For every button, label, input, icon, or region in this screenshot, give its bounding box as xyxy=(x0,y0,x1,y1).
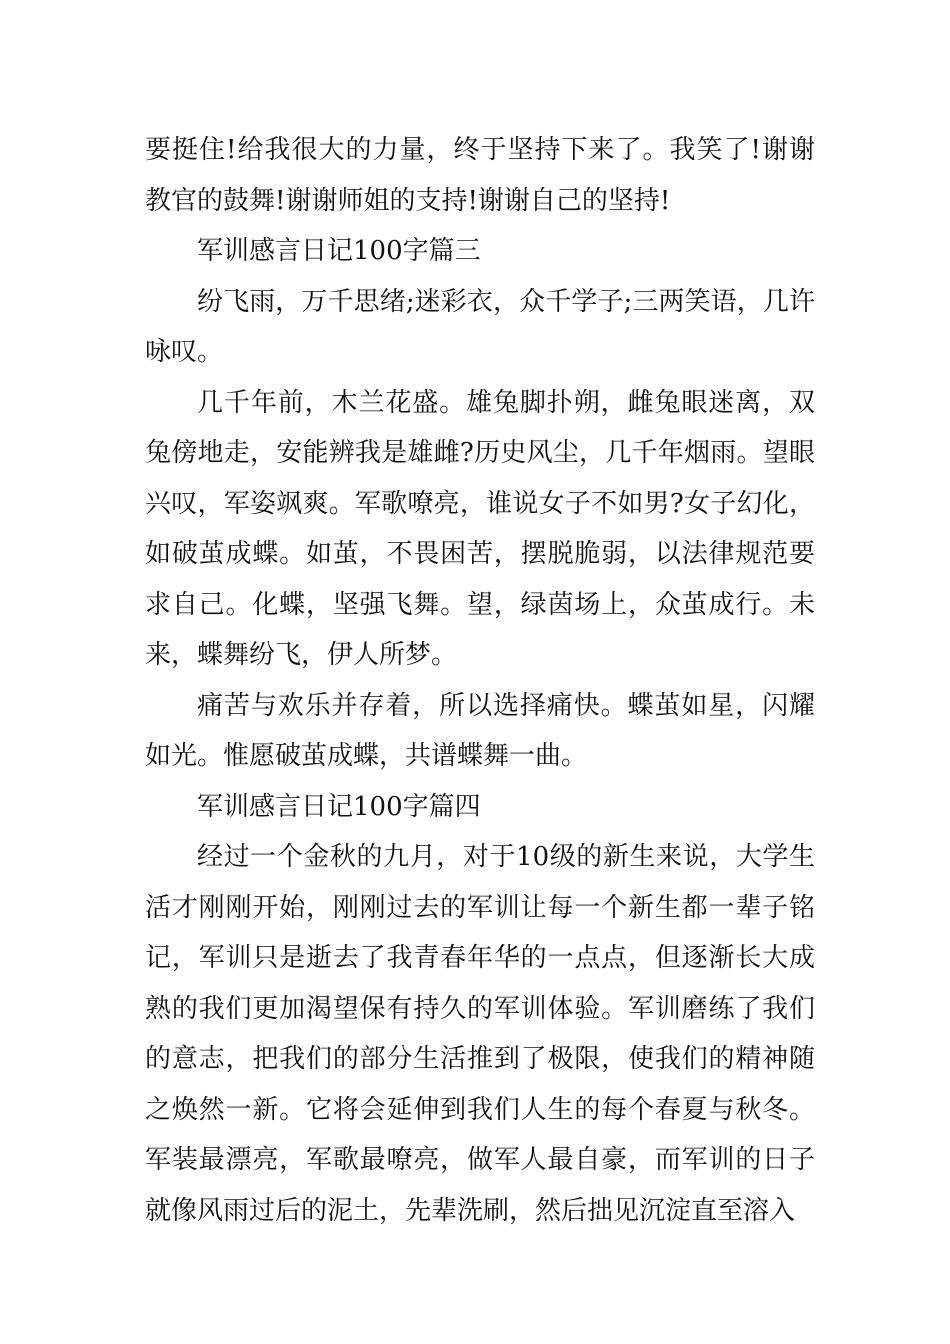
paragraph: 经过一个金秋的九月，对于10级的新生来说，大学生活才刚刚开始，刚刚过去的军训让每一个新生都一辈子铭记，军训只是逝去了我青春年华的一点点，但逐渐长大成熟的我们更加渴望保有持久的军训体验。军训磨练了我们的意志，把我们的部分生活推到了极限，使我们的精神随之焕然一新。它将会延伸到我们人生的每个春夏与秋冬。军装最漂亮，军歌最嘹亮，做军人最自豪，而军训的日子就像风雨过后的泥土，先辈洗刷，然后拙见沉淀直至溶入 xyxy=(145,842,815,1226)
paragraph: 痛苦与欢乐并存着，所以选择痛快。蝶茧如星，闪耀如光。惟愿破茧成蝶，共谱蝶舞一曲。 xyxy=(145,690,815,771)
paragraph: 纷飞雨，万千思绪;迷彩衣，众千学子;三两笑语，几许咏叹。 xyxy=(145,286,815,367)
paragraph: 几千年前，木兰花盛。雄兔脚扑朔，雌兔眼迷离，双兔傍地走，安能辨我是雄雌?历史风尘，几千年烟雨。望眼兴叹，军姿飒爽。军歌嘹亮，谁说女子不如男?女子幻化，如破茧成蝶。如茧，不畏困苦，摆脱脆弱，以法律规范要求自己。化蝶，坚强飞舞。望，绿茵场上，众茧成行。未来，蝶舞纷飞，伊人所梦。 xyxy=(145,387,815,670)
section-heading-4: 军训感言日记100字篇四 xyxy=(197,791,481,822)
document-body xyxy=(145,125,815,1236)
section-heading-3: 军训感言日记100字篇三 xyxy=(197,236,481,266)
paragraph-continuation: 要挺住!给我很大的力量，终于坚持下来了。我笑了!谢谢教官的鼓舞!谢谢师姐的支持!谢谢自己的坚持! xyxy=(145,135,815,216)
